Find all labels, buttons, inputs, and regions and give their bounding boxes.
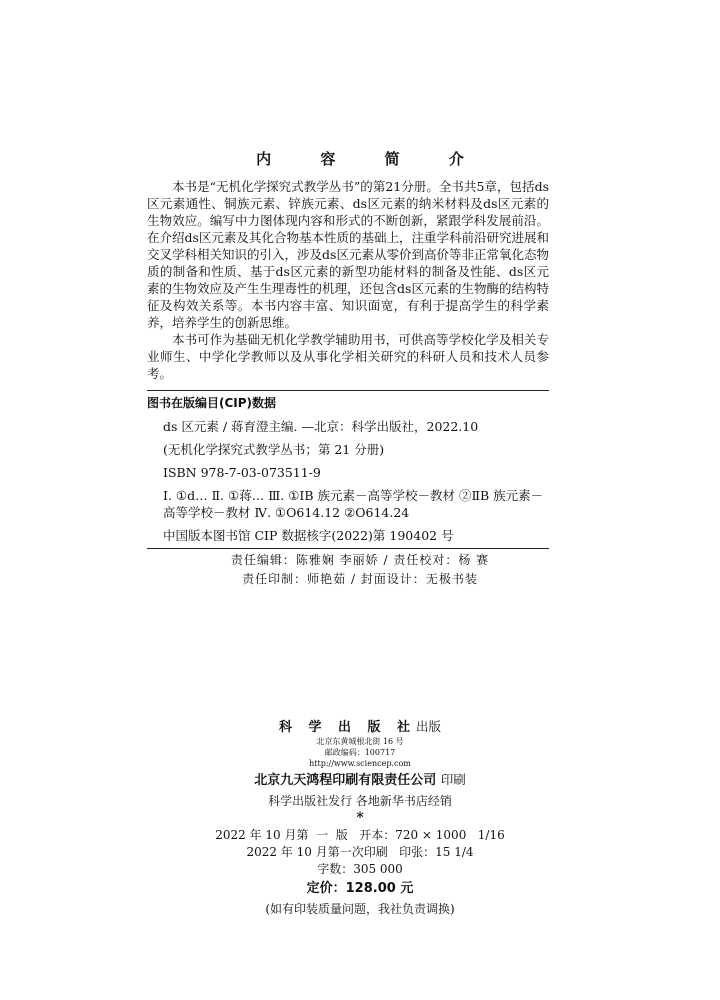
distribution-line: 科学出版社发行 各地新华书店经销 [268,794,452,808]
cip-title-line: ds 区元素 / 蒋育澄主编. —北京：科学出版社，2022.10 [163,419,479,434]
staff-line-1: 责任编辑：陈雅娴 李丽娇 / 责任校对：杨 赛 [230,553,490,567]
publisher-postcode: 邮政编码：100717 [324,748,396,757]
publication-info [0,718,720,918]
printer-name: 北京九天鸿程印刷有限责任公司 [254,773,437,788]
publisher-address: 北京东黄城根北街 16 号 [316,737,404,746]
printer-suffix: 印刷 [440,772,466,787]
intro-paragraph-2: 本书可作为基础无机化学教学辅助用书，可供高等学校化学及相关专业师生、中学化学教师以及从事化学相关研究的科研人员和技术人员参考。 [147,332,549,381]
cip-series-line: (无机化学探究式教学丛书；第 21 分册) [163,442,385,457]
intro-paragraph-1: 本书是“无机化学探究式教学丛书”的第21分册。全书共5章，包括ds区元素通性、铜族元素、锌族元素、ds区元素的纳米材料及ds区元素的生物效应。编写中力图体现内容和形式的不断创新，紧跟学科发展前沿。在介绍ds区元素及其化合物基本性质的基础上，注重学科前沿研究进展和交叉学科相关知识的引入，涉及ds区元素从零价到高价等非正常氧化态物质的制备和性质、基于ds区元素的新型功能材料的制备及性能、ds区元素的生物效应及产生生理毒性的机理，还包含ds区元素的生物酶的结构特征及构效关系等。本书内容丰富、知识面宽，有利于提高学生的科学素养，培养学生的创新思维。 [147,179,549,330]
publisher-name: 科 学 出 版 社 [278,720,417,735]
edition-line-1: 2022 年 10 月第 一 版 开本：720 × 1000 1/16 [215,828,505,842]
word-count: 字数：305 000 [317,862,403,876]
intro-text [147,178,549,382]
publisher-url: http://www.sciencep.com [309,759,411,768]
cip-heading: 图书在版编目(CIP)数据 [147,396,277,410]
price: 定价：128.00 元 [306,881,414,896]
staff-credits [0,551,720,589]
separator-star: * [356,810,364,826]
cip-classification: Ⅰ. ①d… Ⅱ. ①蒋… Ⅲ. ①ⅠB 族元素－高等学校－教材 ②ⅡB 族元素－高等学校－教材 Ⅳ. ①O614.12 ②O614.24 [163,488,544,520]
staff-line-2: 责任印制：师艳茹 / 封面设计：无极书装 [242,572,478,586]
publisher-suffix: 出版 [416,719,442,734]
quality-note: (如有印装质量问题，我社负责调换) [265,902,455,916]
intro-title: 内 容 简 介 [256,150,486,168]
cip-isbn: ISBN 978-7-03-073511-9 [163,465,321,480]
printer-line [0,771,720,789]
cip-block [147,390,549,549]
cip-number: 中国版本图书馆 CIP 数据核字(2022)第 190402 号 [163,528,454,543]
publisher-name-line [0,718,720,736]
edition-line-2: 2022 年 10 月第一次印刷 印张：15 1/4 [246,845,474,859]
